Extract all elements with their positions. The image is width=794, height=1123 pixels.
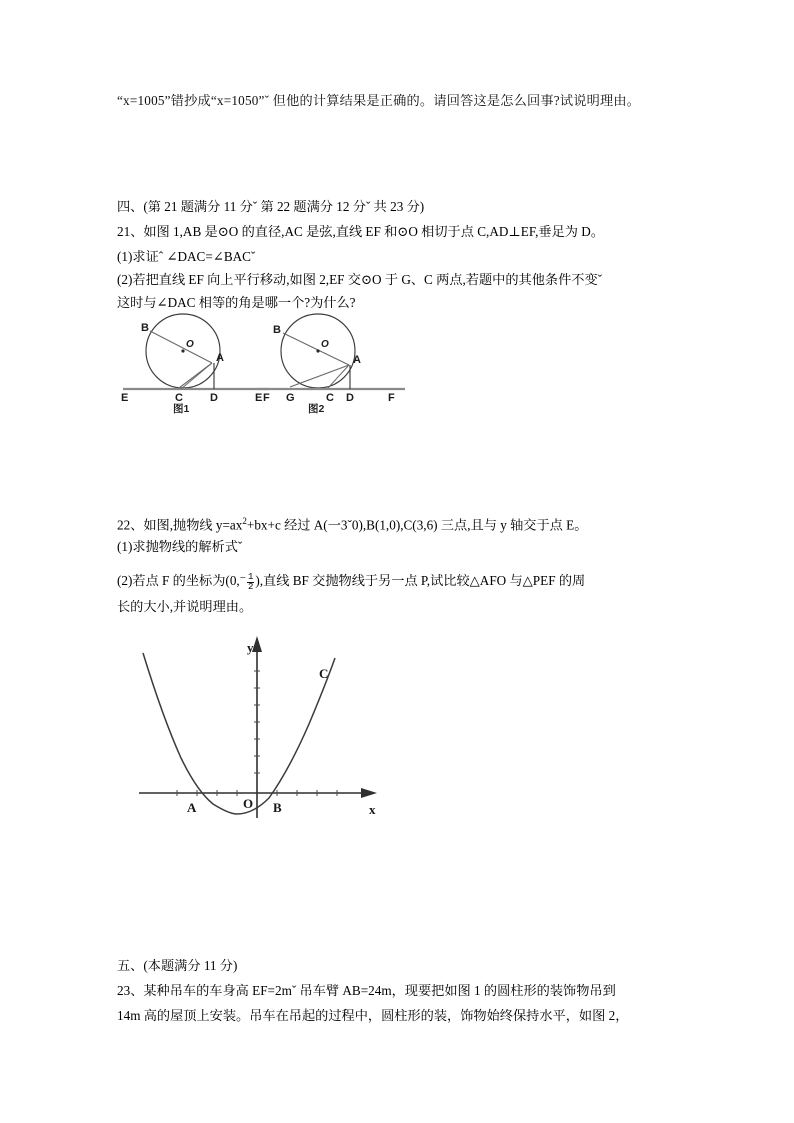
fraction-one-half: [247, 573, 254, 592]
figure-2-svg: [255, 313, 415, 405]
graph-label-C: C: [319, 666, 329, 681]
question-22-part-2-line-2: 长的大小,并说明理由。: [117, 599, 253, 614]
paragraph-top: “x=1005”错抄成“x=1050”ˇ 但他的计算结果是正确的。请回答这是怎么回事?试说明理由。: [117, 93, 641, 108]
fraction-numerator: 1: [247, 571, 254, 582]
question-23-line-2: 14m 高的屋顶上安装。吊车在吊起的过程中，圆柱形的装，饰物始终保持水平，如图 2，: [117, 1008, 629, 1023]
question-21-part-2-line-2: 这时与∠DAC 相等的角是哪一个?为什么?: [117, 295, 356, 310]
question-23-line-1: 23、某种吊车的车身高 EF=2mˇ 吊车臂 AB=24m，现要把如图 1 的圆柱形的装饰物吊到: [117, 983, 616, 998]
parabola-graph: [133, 628, 388, 823]
figure-1-label-B: B: [141, 322, 149, 334]
graph-label-A: A: [187, 800, 197, 815]
figure-2-caption: 图2: [308, 403, 325, 415]
parabola-graph-svg: [133, 628, 388, 823]
graph-label-x: x: [369, 802, 376, 817]
graph-label-origin: O: [243, 796, 254, 811]
section-5-header: 五、(本题满分 11 分): [117, 958, 238, 973]
question-22-stem-pre: 22、如图,抛物线 y=ax: [117, 517, 243, 533]
figure-1-svg: [117, 313, 277, 405]
figure-1-label-O: O: [186, 339, 194, 350]
figure-2-label-B: B: [273, 324, 281, 336]
figure-2-label-A: A: [353, 354, 361, 366]
figure-1-label-F: F: [263, 392, 270, 404]
figure-1-label-C: C: [175, 392, 183, 404]
question-21-part-1: (1)求证ˆ ∠DAC=∠BACˇ: [117, 249, 256, 264]
figure-2-label-O: O: [321, 339, 329, 350]
figure-1-caption: 图1: [173, 403, 190, 415]
figure-2-label-F: F: [388, 392, 395, 404]
section-4-header: 四、(第 21 题满分 11 分ˇ 第 22 题满分 12 分ˇ 共 23 分): [117, 199, 425, 214]
question-22-part-1: (1)求抛物线的解析式ˇ: [117, 539, 243, 554]
figure-2-label-C: C: [326, 392, 334, 404]
question-21-part-2-line-1: (2)若把直线 EF 向上平行移动,如图 2,EF 交⊙O 于 G、C 两点,若题中的其他条件不变ˇ: [117, 272, 603, 287]
figure-1-label-A: A: [216, 352, 224, 364]
fraction-denominator: 2: [247, 582, 254, 592]
figure-2-label-D: D: [346, 392, 354, 404]
minus-sign: −: [239, 572, 246, 584]
figure-2-label-E: E: [255, 392, 263, 404]
question-22-stem-post: +bx+c 经过 A(一3ˇ0),B(1,0),C(3,6) 三点,且与 y 轴交于点 E。: [246, 517, 588, 533]
question-22-part-2-post: ),直线 BF 交抛物线于另一点 P,试比较△AFO 与△PEF 的周: [255, 573, 586, 588]
figure-1-label-E: E: [121, 392, 129, 404]
graph-label-B: B: [273, 800, 282, 815]
figure-1-circle-tangent: [117, 313, 277, 415]
question-21-stem: 21、如图 1,AB 是⊙O 的直径,AC 是弦,直线 EF 和⊙O 相切于点 C,AD⊥EF,垂足为 D。: [117, 224, 604, 239]
question-22-part-2-pre: (2)若点 F 的坐标为(0,: [117, 573, 240, 588]
figure-2-label-G: G: [286, 392, 295, 404]
figure-2-circle-secant: [255, 313, 415, 415]
graph-label-y: y: [247, 640, 254, 655]
question-22-part-2-line-1: [117, 566, 679, 593]
figure-1-label-D: D: [210, 392, 218, 404]
question-22-exponent: 2: [242, 516, 247, 526]
